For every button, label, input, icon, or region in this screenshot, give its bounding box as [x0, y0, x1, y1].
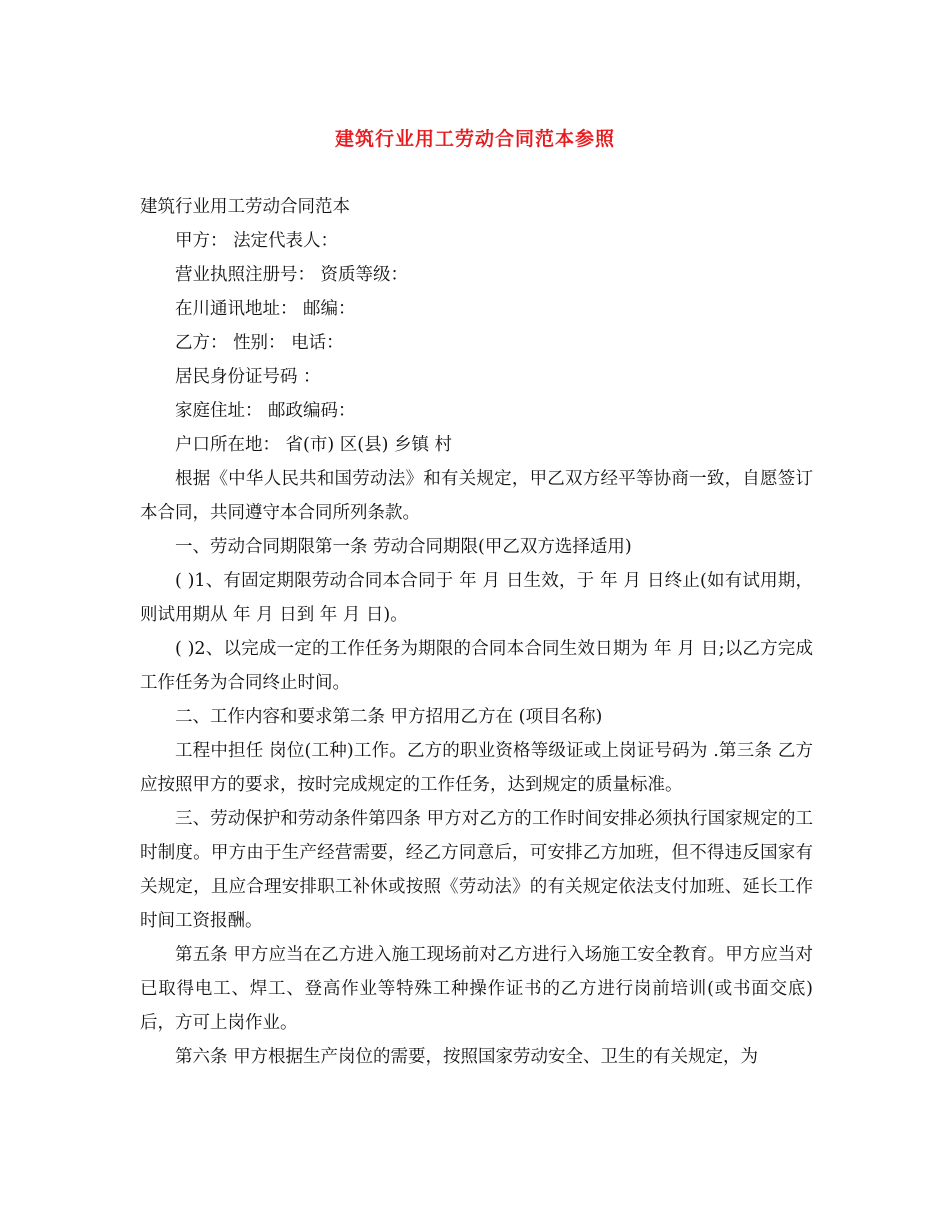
- paragraph-section-2: 二、工作内容和要求第二条 甲方招用乙方在 (项目名称): [175, 707, 603, 727]
- paragraph-heading: 建筑行业用工劳动合同范本: [140, 197, 350, 217]
- paragraph-id-number: 居民身份证号码 ：: [175, 367, 321, 387]
- document-body: [140, 190, 813, 1074]
- paragraph-section-1: 一、劳动合同期限第一条 劳动合同期限(甲乙双方选择适用): [175, 537, 632, 557]
- paragraph-option-1: ( )1、有固定期限劳动合同本合同于 年 月 日生效，于 年 月 日终止(如有试用期，则试用期从 年 月 日到 年 月 日)。: [140, 571, 813, 625]
- paragraph-option-2: ( )2、以完成一定的工作任务为期限的合同本合同生效日期为 年 月 日;以乙方完成工作任务为合同终止时间。: [140, 639, 813, 693]
- paragraph-license: 营业执照注册号： 资质等级：: [175, 265, 409, 285]
- paragraph-party-b: 乙方： 性别： 电话：: [175, 333, 344, 353]
- document-title: 建筑行业用工劳动合同范本参照: [334, 128, 615, 150]
- paragraph-article-3: 工程中担任 岗位(工种)工作。乙方的职业资格等级证或上岗证号码为 .第三条 乙方应按照甲方的要求，按时完成规定的工作任务，达到规定的质量标准。: [140, 741, 813, 795]
- paragraph-household: 户口所在地： 省(市) 区(县) 乡镇 村: [175, 435, 453, 455]
- paragraph-home-address: 家庭住址： 邮政编码：: [175, 401, 356, 421]
- paragraph-article-6: 第六条 甲方根据生产岗位的需要，按照国家劳动安全、卫生的有关规定，为: [175, 1047, 759, 1067]
- paragraph-preamble: 根据《中华人民共和国劳动法》和有关规定，甲乙双方经平等协商一致，自愿签订本合同，共同遵守本合同所列条款。: [140, 469, 813, 523]
- paragraph-article-5: 第五条 甲方应当在乙方进入施工现场前对乙方进行入场施工安全教育。甲方应当对已取得电工、焊工、登高作业等特殊工种操作证书的乙方进行岗前培训(或书面交底)后，方可上岗作业。: [140, 945, 813, 1033]
- paragraph-address: 在川通讯地址： 邮编：: [175, 299, 356, 319]
- paragraph-party-a: 甲方： 法定代表人：: [175, 231, 339, 251]
- paragraph-section-3: 三、劳动保护和劳动条件第四条 甲方对乙方的工作时间安排必须执行国家规定的工时制度。甲方由于生产经营需要，经乙方同意后，可安排乙方加班，但不得违反国家有关规定，且应合理安排职工补休或按照《劳动法》的有关规定依法支付加班、延长工作时间工资报酬。: [140, 809, 813, 931]
